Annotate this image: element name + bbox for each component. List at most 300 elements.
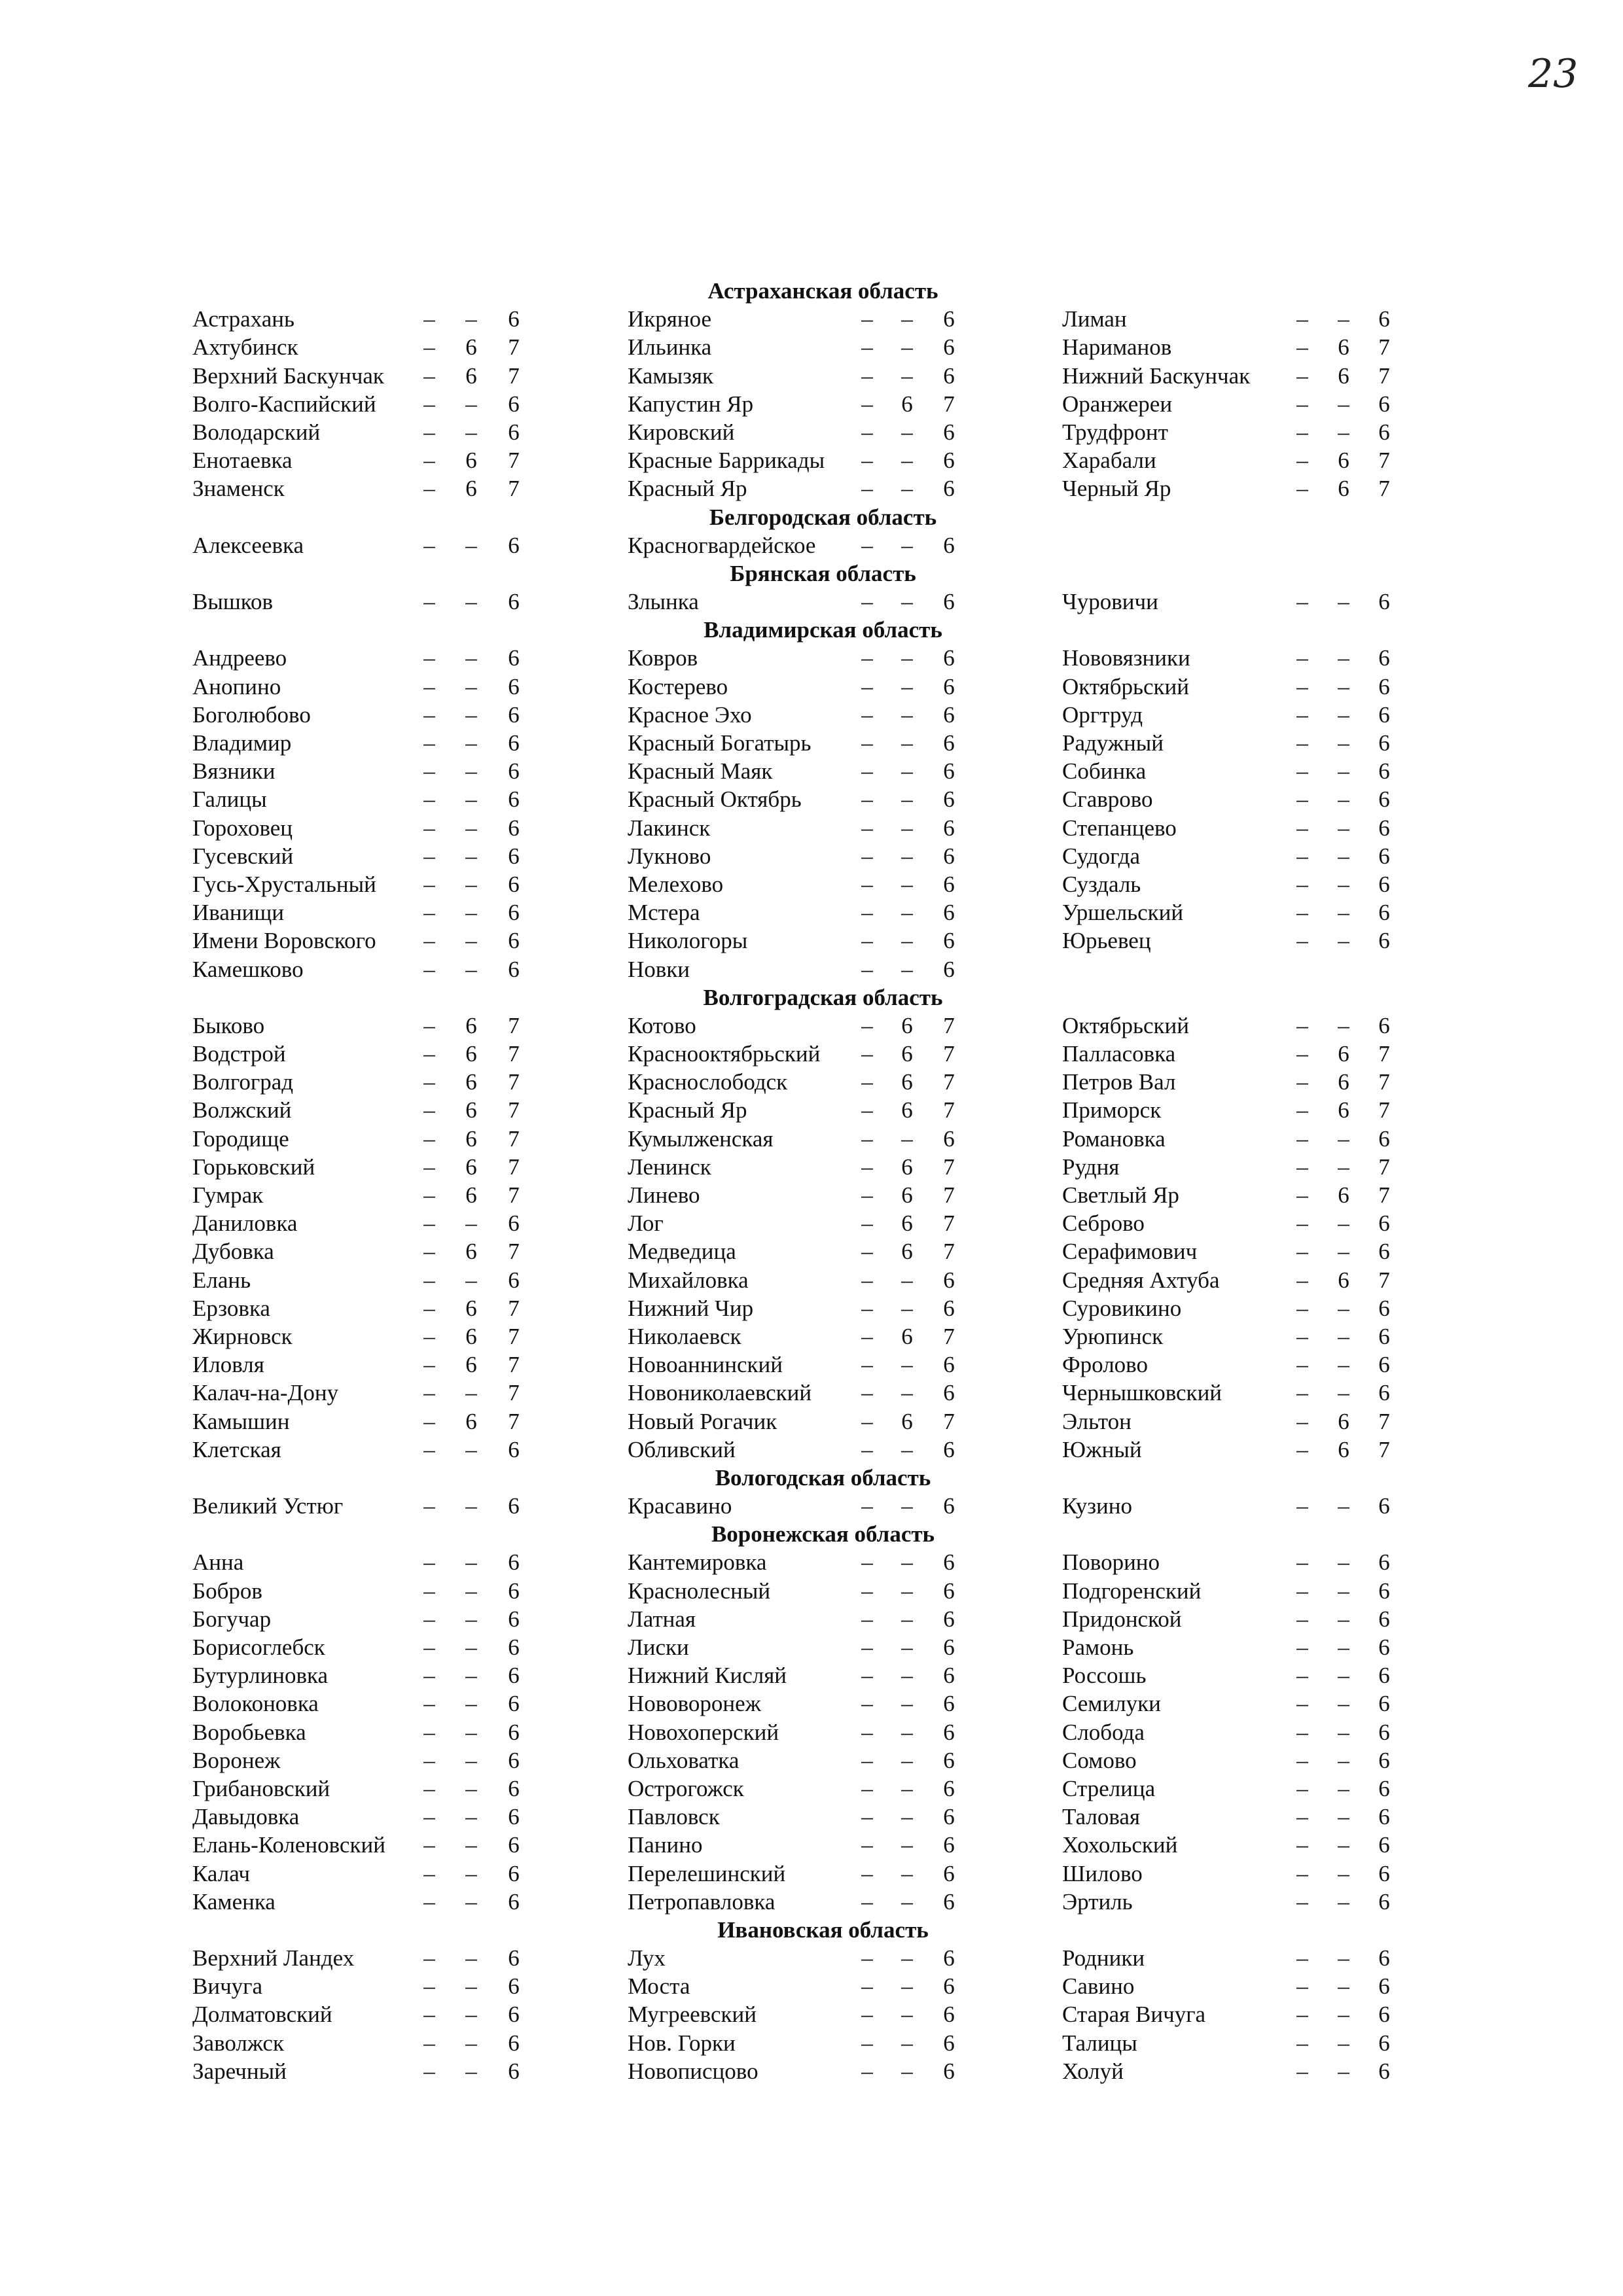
value-1: – xyxy=(423,1267,435,1293)
settlement-name: Ильинка xyxy=(628,334,712,361)
value-2: – xyxy=(901,419,913,445)
value-2: 6 xyxy=(1338,1069,1349,1095)
value-3: 6 xyxy=(508,1549,520,1576)
value-1: – xyxy=(423,928,435,954)
value-2: 6 xyxy=(465,1323,477,1349)
page-number: 23 xyxy=(1528,51,1578,97)
settlement-name: Капустин Яр xyxy=(628,391,754,417)
value-1: – xyxy=(423,673,435,699)
value-3: 7 xyxy=(508,1012,520,1038)
value-3: 6 xyxy=(943,645,955,671)
region-section xyxy=(190,1464,1427,1520)
settlement-name: Калач xyxy=(192,1860,250,1886)
value-3: 7 xyxy=(943,1154,955,1180)
settlement-name: Воронеж xyxy=(192,1747,281,1773)
value-2: – xyxy=(1338,1125,1349,1152)
settlement-name: Кузино xyxy=(1062,1493,1132,1519)
value-3: 6 xyxy=(943,1860,955,1886)
value-3: 7 xyxy=(508,1182,520,1208)
value-1: – xyxy=(423,1352,435,1378)
value-1: – xyxy=(1296,1069,1308,1095)
value-3: 6 xyxy=(943,334,955,361)
value-2: – xyxy=(901,1888,913,1915)
settlement-name: Елань-Коленовский xyxy=(192,1832,385,1858)
table-row xyxy=(190,588,1427,616)
value-1: – xyxy=(861,1012,873,1038)
value-3: 7 xyxy=(1378,1097,1390,1123)
settlement-name: Михайловка xyxy=(628,1267,749,1293)
value-1: – xyxy=(1296,928,1308,954)
value-2: – xyxy=(901,2002,913,2028)
settlement-name: Обливский xyxy=(628,1436,736,1462)
value-3: 6 xyxy=(943,2030,955,2056)
value-3: 6 xyxy=(508,1267,520,1293)
settlement-name: Заречный xyxy=(192,2058,287,2084)
value-1: – xyxy=(861,843,873,869)
value-2: – xyxy=(1338,589,1349,615)
value-1: – xyxy=(423,391,435,417)
value-2: – xyxy=(901,306,913,332)
value-1: – xyxy=(1296,1719,1308,1745)
settlement-name: Мелехово xyxy=(628,871,724,897)
value-1: – xyxy=(423,701,435,728)
value-1: – xyxy=(1296,306,1308,332)
value-3: 6 xyxy=(943,589,955,615)
value-2: – xyxy=(901,2058,913,2084)
value-1: – xyxy=(1296,1125,1308,1152)
value-3: 7 xyxy=(943,1239,955,1265)
value-2: – xyxy=(901,1775,913,1801)
value-2: – xyxy=(465,1945,477,1971)
value-3: 6 xyxy=(508,1804,520,1830)
value-2: – xyxy=(901,532,913,558)
settlement-name: Камышин xyxy=(192,1408,290,1434)
value-2: – xyxy=(1338,1493,1349,1519)
value-2: – xyxy=(465,673,477,699)
value-1: – xyxy=(861,1210,873,1237)
value-3: 6 xyxy=(1378,1634,1390,1660)
value-3: 6 xyxy=(1378,2002,1390,2028)
settlement-name: Красное Эхо xyxy=(628,701,752,728)
value-3: 6 xyxy=(508,1860,520,1886)
value-2: – xyxy=(1338,2030,1349,2056)
value-1: – xyxy=(423,1125,435,1152)
value-2: – xyxy=(1338,2058,1349,2084)
value-1: – xyxy=(1296,1775,1308,1801)
value-2: – xyxy=(465,1493,477,1519)
settlement-name: Лиман xyxy=(1062,306,1127,332)
value-3: 7 xyxy=(1378,448,1390,474)
value-3: 6 xyxy=(943,362,955,389)
settlement-name: Талицы xyxy=(1062,2030,1137,2056)
value-2: – xyxy=(1338,1804,1349,1830)
value-1: – xyxy=(1296,1549,1308,1576)
settlement-name: Собинка xyxy=(1062,758,1147,785)
value-3: 6 xyxy=(1378,1606,1390,1632)
settlement-name: Кумылженская xyxy=(628,1125,774,1152)
value-2: – xyxy=(465,786,477,813)
region-title: Волгоградская область xyxy=(703,984,943,1010)
value-2: – xyxy=(1338,701,1349,728)
value-3: 6 xyxy=(943,1775,955,1801)
value-3: 6 xyxy=(943,306,955,332)
value-3: 7 xyxy=(1378,1182,1390,1208)
settlement-name: Чернышковский xyxy=(1062,1380,1222,1406)
table-row xyxy=(190,1661,1427,1689)
value-1: – xyxy=(861,391,873,417)
value-2: – xyxy=(465,843,477,869)
value-3: 7 xyxy=(1378,1069,1390,1095)
settlement-name: Петропавловка xyxy=(628,1888,776,1915)
value-3: 7 xyxy=(1378,476,1390,502)
region-section xyxy=(190,983,1427,1464)
value-3: 6 xyxy=(943,1549,955,1576)
value-3: 7 xyxy=(508,1323,520,1349)
value-3: 6 xyxy=(943,1719,955,1745)
value-2: 6 xyxy=(901,1323,913,1349)
settlement-name: Кировский xyxy=(628,419,735,445)
value-3: 6 xyxy=(508,1973,520,2000)
value-1: – xyxy=(1296,871,1308,897)
table-row xyxy=(190,757,1427,785)
value-2: – xyxy=(1338,928,1349,954)
value-1: – xyxy=(1296,673,1308,699)
value-1: – xyxy=(423,1832,435,1858)
value-1: – xyxy=(1296,1436,1308,1462)
value-3: 6 xyxy=(1378,1945,1390,1971)
value-3: 6 xyxy=(943,1634,955,1660)
value-3: 6 xyxy=(1378,730,1390,756)
value-1: – xyxy=(423,1775,435,1801)
settlement-name: Котово xyxy=(628,1012,696,1038)
table-row xyxy=(190,1548,1427,1576)
value-3: 6 xyxy=(943,701,955,728)
value-2: 6 xyxy=(1338,476,1349,502)
settlement-name: Костерево xyxy=(628,673,728,699)
value-3: 6 xyxy=(1378,1295,1390,1321)
settlement-name: Краснослободск xyxy=(628,1069,788,1095)
settlement-name: Красный Яр xyxy=(628,1097,747,1123)
settlement-name: Волгоград xyxy=(192,1069,294,1095)
table-row xyxy=(190,1153,1427,1181)
value-2: – xyxy=(901,1493,913,1519)
value-2: – xyxy=(1338,1154,1349,1180)
value-1: – xyxy=(861,1663,873,1689)
value-1: – xyxy=(423,476,435,502)
value-1: – xyxy=(423,1295,435,1321)
value-2: 6 xyxy=(465,448,477,474)
value-1: – xyxy=(861,1606,873,1632)
value-1: – xyxy=(861,334,873,361)
settlement-name: Долматовский xyxy=(192,2002,332,2028)
value-1: – xyxy=(1296,589,1308,615)
settlement-name: Петров Вал xyxy=(1062,1069,1176,1095)
settlement-name: Грибановский xyxy=(192,1775,330,1801)
value-3: 6 xyxy=(1378,701,1390,728)
settlement-name: Холуй xyxy=(1062,2058,1124,2084)
settlement-name: Чуровичи xyxy=(1062,589,1158,615)
table-row xyxy=(190,446,1427,474)
value-1: – xyxy=(861,362,873,389)
settlement-name: Нижний Кисляй xyxy=(628,1663,787,1689)
settlement-name: Новописцово xyxy=(628,2058,758,2084)
value-2: – xyxy=(901,1125,913,1152)
value-3: 6 xyxy=(1378,1719,1390,1745)
table-row xyxy=(190,1718,1427,1746)
value-1: – xyxy=(861,1097,873,1123)
value-1: – xyxy=(423,1012,435,1038)
value-1: – xyxy=(1296,1606,1308,1632)
settlement-name: Семилуки xyxy=(1062,1691,1161,1717)
value-3: 7 xyxy=(508,362,520,389)
value-1: – xyxy=(1296,362,1308,389)
region-section xyxy=(190,503,1427,559)
value-1: – xyxy=(423,1210,435,1237)
value-1: – xyxy=(861,928,873,954)
value-3: 6 xyxy=(1378,815,1390,841)
settlement-name: Рудня xyxy=(1062,1154,1120,1180)
value-1: – xyxy=(423,1945,435,1971)
value-3: 6 xyxy=(1378,786,1390,813)
settlement-name: Придонской xyxy=(1062,1606,1182,1632)
value-3: 6 xyxy=(943,1973,955,2000)
value-3: 7 xyxy=(508,448,520,474)
value-2: 6 xyxy=(1338,448,1349,474)
settlement-name: Красные Баррикады xyxy=(628,448,825,474)
value-1: – xyxy=(1296,900,1308,926)
value-2: – xyxy=(465,306,477,332)
value-3: 7 xyxy=(508,1069,520,1095)
settlement-name: Жирновск xyxy=(192,1323,293,1349)
value-2: – xyxy=(901,673,913,699)
value-3: 6 xyxy=(943,843,955,869)
value-3: 6 xyxy=(943,1295,955,1321)
value-1: – xyxy=(1296,758,1308,785)
value-1: – xyxy=(1296,1804,1308,1830)
value-2: – xyxy=(1338,1888,1349,1915)
settlement-name: Каменка xyxy=(192,1888,276,1915)
value-3: 6 xyxy=(508,1888,520,1915)
table-row xyxy=(190,1831,1427,1859)
value-2: 6 xyxy=(901,1069,913,1095)
table-row xyxy=(190,362,1427,390)
settlement-name: Воробьевка xyxy=(192,1719,306,1745)
value-3: 6 xyxy=(943,1663,955,1689)
value-2: – xyxy=(901,815,913,841)
value-1: – xyxy=(1296,1239,1308,1265)
value-1: – xyxy=(1296,645,1308,671)
settlement-name: Серафимович xyxy=(1062,1239,1198,1265)
settlement-name: Борисоглебск xyxy=(192,1634,325,1660)
value-2: – xyxy=(1338,1634,1349,1660)
region-title: Астраханская область xyxy=(707,278,938,304)
settlement-name: Новониколаевский xyxy=(628,1380,812,1406)
value-3: 6 xyxy=(943,730,955,756)
value-3: 6 xyxy=(508,786,520,813)
table-row xyxy=(190,1294,1427,1322)
value-2: 6 xyxy=(901,1097,913,1123)
value-3: 6 xyxy=(508,1719,520,1745)
value-2: – xyxy=(1338,815,1349,841)
value-1: – xyxy=(861,1634,873,1660)
table-row xyxy=(190,1803,1427,1831)
value-3: 6 xyxy=(1378,1691,1390,1717)
settlement-name: Фролово xyxy=(1062,1352,1148,1378)
table-row xyxy=(190,1181,1427,1209)
settlement-name: Ахтубинск xyxy=(192,334,298,361)
value-3: 6 xyxy=(508,758,520,785)
value-2: 6 xyxy=(465,1182,477,1208)
value-1: – xyxy=(423,1860,435,1886)
value-3: 6 xyxy=(508,1210,520,1237)
value-2: – xyxy=(465,645,477,671)
value-3: 6 xyxy=(1378,1012,1390,1038)
value-2: 6 xyxy=(1338,1097,1349,1123)
value-2: – xyxy=(1338,1973,1349,2000)
value-2: – xyxy=(1338,1719,1349,1745)
value-1: – xyxy=(861,589,873,615)
value-1: – xyxy=(1296,391,1308,417)
value-2: – xyxy=(901,1380,913,1406)
value-1: – xyxy=(1296,730,1308,756)
value-3: 6 xyxy=(508,871,520,897)
value-2: – xyxy=(901,448,913,474)
value-3: 6 xyxy=(943,419,955,445)
settlement-name: Быково xyxy=(192,1012,265,1038)
value-3: 6 xyxy=(508,2002,520,2028)
value-1: – xyxy=(1296,843,1308,869)
value-3: 6 xyxy=(943,448,955,474)
value-3: 6 xyxy=(1378,1125,1390,1152)
value-2: – xyxy=(901,701,913,728)
settlement-name: Гороховец xyxy=(192,815,293,841)
settlement-name: Злынка xyxy=(628,589,699,615)
value-2: – xyxy=(901,1606,913,1632)
value-2: – xyxy=(1338,1860,1349,1886)
value-1: – xyxy=(423,334,435,361)
value-3: 6 xyxy=(508,1606,520,1632)
value-2: 6 xyxy=(465,1125,477,1152)
settlement-name: Стрелица xyxy=(1062,1775,1156,1801)
settlement-name: Знаменск xyxy=(192,476,285,502)
settlement-name: Имени Воровского xyxy=(192,928,376,954)
value-2: 6 xyxy=(1338,1182,1349,1208)
table-row xyxy=(190,2057,1427,2085)
table-row xyxy=(190,1209,1427,1237)
value-1: – xyxy=(423,1606,435,1632)
settlement-name: Нариманов xyxy=(1062,334,1172,361)
value-1: – xyxy=(423,362,435,389)
table-row xyxy=(190,1407,1427,1436)
value-2: – xyxy=(901,589,913,615)
settlement-name: Уршельский xyxy=(1062,900,1184,926)
settlement-name: Иловля xyxy=(192,1352,264,1378)
value-3: 6 xyxy=(1378,928,1390,954)
value-3: 6 xyxy=(508,1945,520,1971)
settlement-name: Камешково xyxy=(192,956,304,982)
value-2: – xyxy=(465,1634,477,1660)
value-1: – xyxy=(861,476,873,502)
settlement-name: Радужный xyxy=(1062,730,1164,756)
table-row xyxy=(190,1577,1427,1605)
settlement-name: Оранжереи xyxy=(1062,391,1173,417)
value-2: – xyxy=(1338,1012,1349,1038)
table-row xyxy=(190,1944,1427,1972)
value-2: – xyxy=(1338,2002,1349,2028)
settlement-name: Ольховатка xyxy=(628,1747,740,1773)
settlement-name: Оргтруд xyxy=(1062,701,1143,728)
settlement-name: Даниловка xyxy=(192,1210,298,1237)
value-1: – xyxy=(861,1973,873,2000)
value-1: – xyxy=(423,419,435,445)
value-3: 7 xyxy=(508,1295,520,1321)
value-3: 6 xyxy=(508,2030,520,2056)
table-row xyxy=(190,927,1427,955)
value-3: 6 xyxy=(943,1125,955,1152)
value-2: – xyxy=(901,1267,913,1293)
value-1: – xyxy=(423,786,435,813)
value-3: 6 xyxy=(1378,1860,1390,1886)
value-1: – xyxy=(861,1775,873,1801)
value-1: – xyxy=(861,758,873,785)
value-3: 6 xyxy=(508,589,520,615)
value-3: 6 xyxy=(508,1634,520,1660)
value-1: – xyxy=(861,1041,873,1067)
table-row xyxy=(190,955,1427,983)
value-2: – xyxy=(465,900,477,926)
value-1: – xyxy=(861,786,873,813)
value-1: – xyxy=(1296,1097,1308,1123)
settlement-name: Слобода xyxy=(1062,1719,1145,1745)
settlement-name: Суровикино xyxy=(1062,1295,1182,1321)
value-2: – xyxy=(901,334,913,361)
value-1: – xyxy=(1296,1888,1308,1915)
value-2: 6 xyxy=(1338,1041,1349,1067)
value-1: – xyxy=(861,1380,873,1406)
value-3: 7 xyxy=(943,1069,955,1095)
settlement-name: Гусь-Хрустальный xyxy=(192,871,376,897)
value-1: – xyxy=(423,589,435,615)
settlement-name: Анопино xyxy=(192,673,281,699)
table-row xyxy=(190,418,1427,446)
settlement-name: Новохоперский xyxy=(628,1719,779,1745)
value-1: – xyxy=(861,1408,873,1434)
settlement-name: Заволжск xyxy=(192,2030,284,2056)
value-2: – xyxy=(901,1832,913,1858)
value-2: – xyxy=(1338,1323,1349,1349)
value-3: 6 xyxy=(508,532,520,558)
value-1: – xyxy=(861,306,873,332)
settlement-name: Перелешинский xyxy=(628,1860,786,1886)
table-row xyxy=(190,673,1427,701)
value-1: – xyxy=(1296,815,1308,841)
settlement-name: Поворино xyxy=(1062,1549,1160,1576)
settlement-name: Октябрьский xyxy=(1062,673,1190,699)
settlement-name: Нижний Чир xyxy=(628,1295,754,1321)
value-1: – xyxy=(423,1380,435,1406)
region-title: Вологодская область xyxy=(715,1464,931,1491)
value-2: 6 xyxy=(465,334,477,361)
settlement-name: Галицы xyxy=(192,786,267,813)
value-1: – xyxy=(861,1323,873,1349)
value-1: – xyxy=(1296,786,1308,813)
value-3: 6 xyxy=(1378,758,1390,785)
value-3: 7 xyxy=(508,476,520,502)
value-2: 6 xyxy=(465,1012,477,1038)
value-3: 6 xyxy=(943,758,955,785)
value-1: – xyxy=(1296,1663,1308,1689)
settlement-name: Павловск xyxy=(628,1804,720,1830)
